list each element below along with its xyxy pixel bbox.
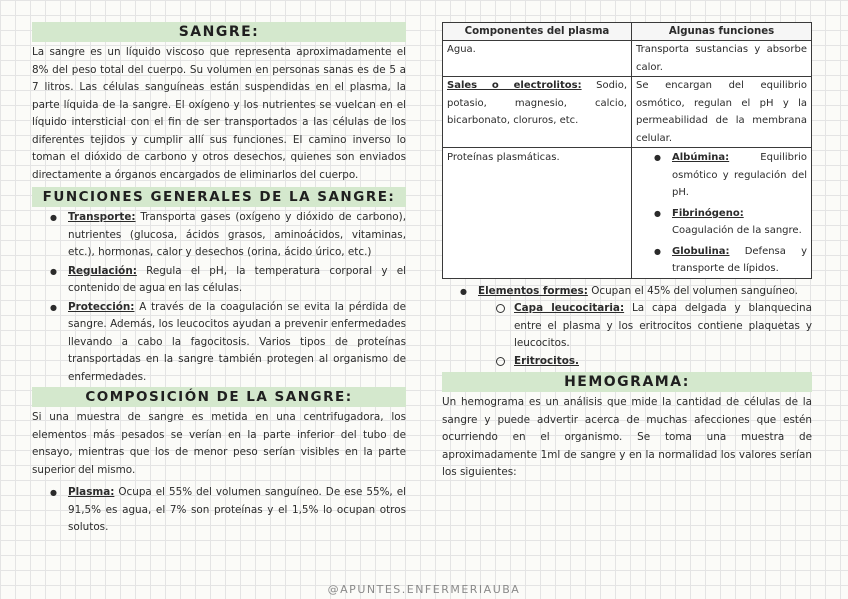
right-column — [442, 22, 812, 482]
table-row — [443, 77, 812, 148]
table-cell: Agua. — [443, 41, 632, 77]
left-column — [32, 22, 406, 538]
sangre-heading: SANGRE: — [32, 22, 406, 42]
list-item: ● Transporte: Transporta gases (oxígeno y dióxido de carbono), nutrientes (glucosa, ácidos grasos, aminoácidos, vitaminas, etc.), hormonas, calor y desechos (orina, ácido úrico, etc.) — [68, 209, 406, 262]
table-cell: Proteínas plasmáticas. — [443, 148, 632, 279]
elementos-sublist — [478, 300, 812, 370]
table-header: Componentes del plasma — [443, 23, 632, 41]
table-cell: Se encargan del equilibrio osmótico, regulan el pH y la permeabilidad de la membrana celular. — [632, 77, 812, 148]
list-item: ● Elementos formes: Ocupan el 45% del volumen sanguíneo. Capa leucocitaria: La capa delgada y blanquecina entre el plasma y los eritrocitos contiene plaquetas y leucocitos. Eritrocitos. — [478, 283, 812, 371]
list-item: ● Globulina: Defensa y transporte de lípidos. — [672, 243, 807, 278]
footer-handle: @APUNTES.ENFERMERIAUBA — [327, 583, 521, 596]
hemograma-paragraph: Un hemograma es un análisis que mide la cantidad de células de la sangre y puede advertir acerca de muchas afecciones que estén ocurriendo en el organismo. Se toma una muestra de aproximadamente 1ml de sangre y en la normalidad los valores serían los siguientes: — [442, 396, 812, 478]
table-cell: Sales o electrolitos: Sodio, potasio, magnesio, calcio, bicarbonato, cloruros, etc. — [443, 77, 632, 148]
list-item: Eritrocitos. — [514, 353, 812, 371]
list-item: ● Fibrinógeno: Coagulación de la sangre. — [672, 205, 807, 240]
list-item: Capa leucocitaria: La capa delgada y blanquecina entre el plasma y los eritrocitos contiene plaquetas y leucocitos. — [514, 300, 812, 353]
hemograma-heading: HEMOGRAMA: — [442, 372, 812, 392]
list-item: ● Albúmina: Equilibrio osmótico y regulación del pH. — [672, 149, 807, 202]
table-header-row — [443, 23, 812, 41]
plasma-list — [32, 484, 406, 537]
table-row — [443, 148, 812, 279]
list-item: ● Plasma: Ocupa el 55% del volumen sanguíneo. De ese 55%, el 91,5% es agua, el 7% son proteínas y el 1,5% lo ocupan otros solutos. — [68, 484, 406, 537]
elementos-list — [442, 283, 812, 371]
table-row — [443, 41, 812, 77]
funciones-heading: FUNCIONES GENERALES DE LA SANGRE: — [32, 187, 406, 207]
sangre-paragraph: La sangre es un líquido viscoso que representa aproximadamente el 8% del peso total del cuerpo. Su volumen en personas sanas es de 5 a 7 litros. Las células sanguíneas están suspendidas en el plasma, la parte líquida de la sangre. El oxígeno y los nutrientes se vuelcan en el líquido intersticial con el fin de ser transportados a las células de los diferentes tejidos y cumplir allí sus funciones. El camino inverso lo toman el dióxido de carbono y otros desechos, quienes son enviados directamente a órganos encargados de eliminarlos del cuerpo. — [32, 46, 406, 181]
proteinas-list — [636, 149, 807, 278]
table-header: Algunas funciones — [632, 23, 812, 41]
table-cell — [632, 148, 812, 279]
list-item: ● Protección: A través de la coagulación se evita la pérdida de sangre. Además, los leucocitos ayudan a prevenir enfermedades llevando a cabo la fagocitosis. Varios tipos de proteínas transportadas en la sangre también protegen al organismo de enfermedades. — [68, 299, 406, 387]
table-cell: Transporta sustancias y absorbe calor. — [632, 41, 812, 77]
plasma-table — [442, 22, 812, 279]
composicion-paragraph: Si una muestra de sangre es metida en una centrifugadora, los elementos más pesados se verían en la parte inferior del tubo de ensayo, mientras que los de menor peso serían visibles en la parte superior del mismo. — [32, 411, 406, 476]
composicion-heading: COMPOSICIÓN DE LA SANGRE: — [32, 387, 406, 407]
list-item: ● Regulación: Regula el pH, la temperatura corporal y el contenido de agua en las células. — [68, 263, 406, 298]
funciones-list — [32, 209, 406, 386]
